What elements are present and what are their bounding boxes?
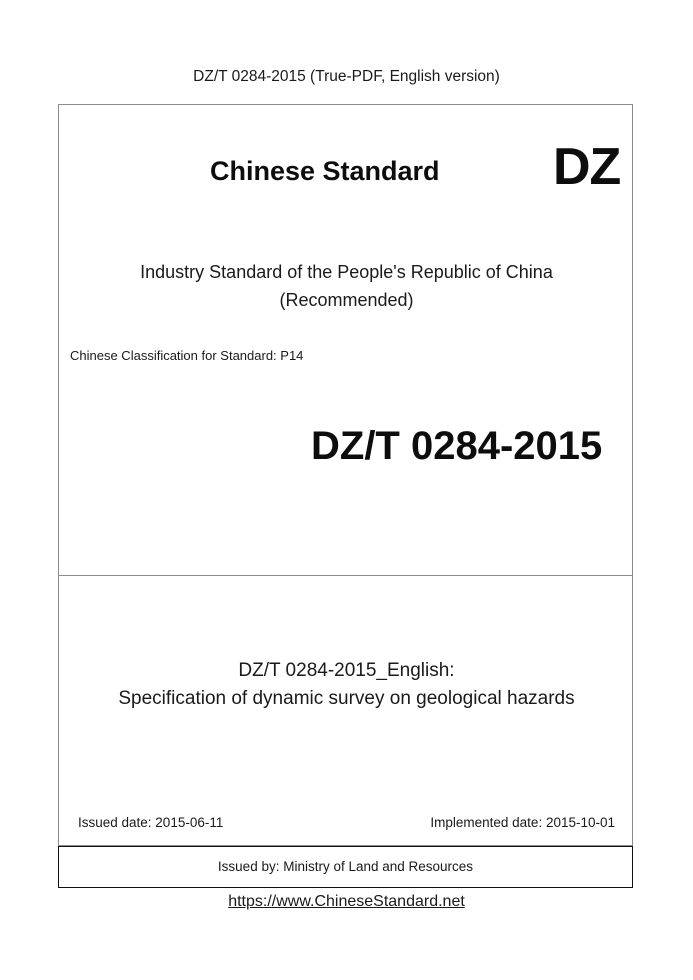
page-header: DZ/T 0284-2015 (True-PDF, English version) [193,68,500,85]
industry-line-1: Industry Standard of the People's Republic of China [140,262,553,282]
document-title-line-1: DZ/T 0284-2015_English: [238,660,455,681]
document-title-line-2: Specification of dynamic survey on geological hazards [118,688,575,709]
issuer-box [58,846,633,888]
industry-line-2: (Recommended) [279,290,414,310]
classification-label: Chinese Classification for Standard: P14 [70,348,304,363]
industry-standard-heading [0,258,693,314]
standard-mark: DZ [553,138,621,196]
issued-date: Issued date: 2015-06-11 [78,815,224,830]
standard-title: Chinese Standard [210,156,440,186]
issuer-text: Issued by: Ministry of Land and Resources [217,859,474,874]
website-link[interactable]: https://www.ChineseStandard.net [228,893,465,910]
implemented-date: Implemented date: 2015-10-01 [430,815,615,830]
footer [0,893,693,911]
standard-code: DZ/T 0284-2015 [311,424,603,468]
document-title [0,657,693,713]
